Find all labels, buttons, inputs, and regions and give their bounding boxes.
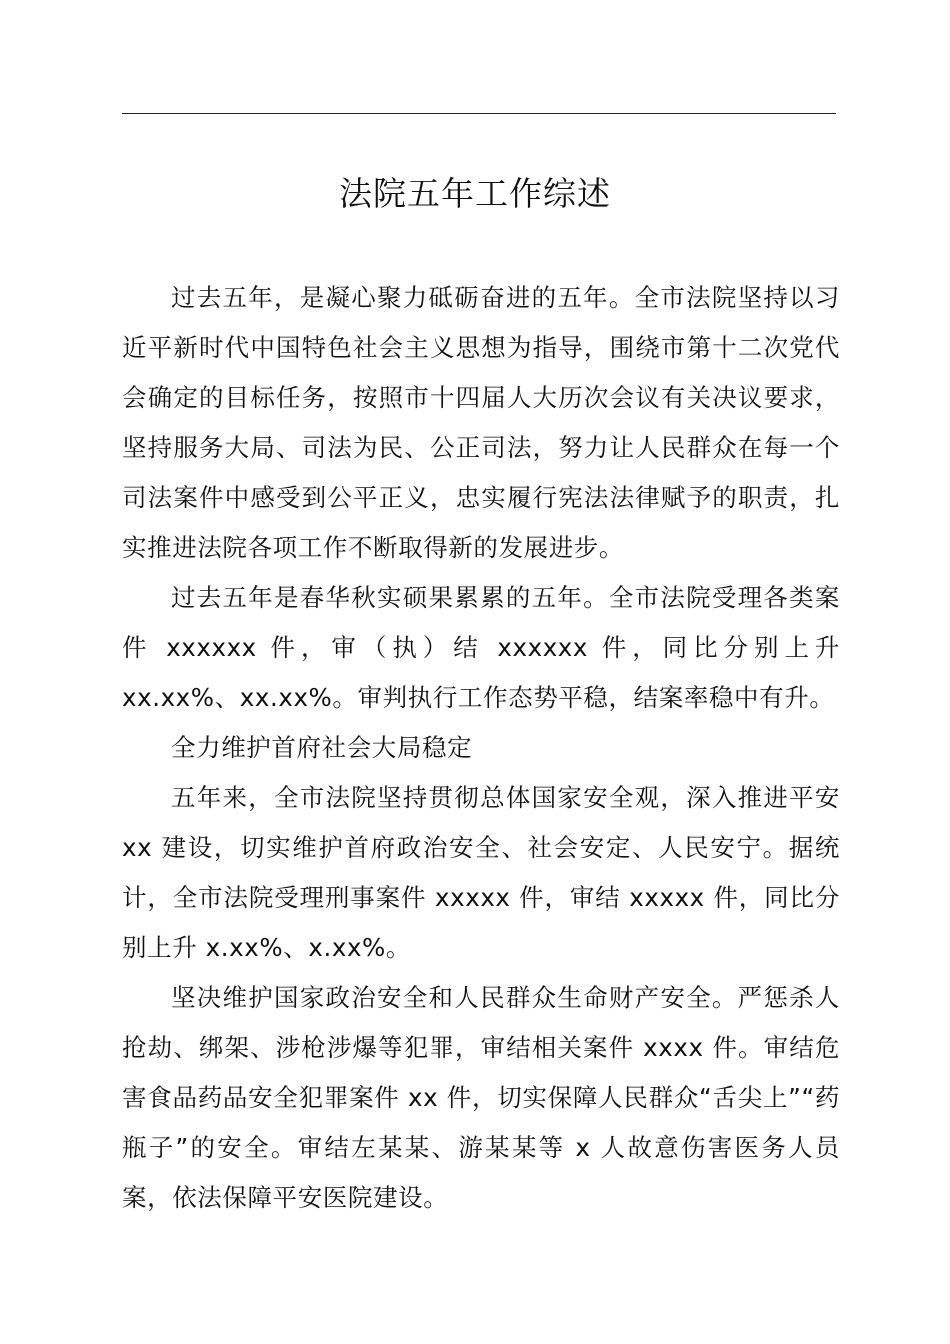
header-rule [122,113,836,114]
document-body [122,273,840,1223]
paragraph-case-statistics: 过去五年是春华秋实硕果累累的五年。全市法院受理各类案件 xxxxxx 件，审（执）结 xxxxxx 件，同比分别上升 xx.xx%、xx.xx%。审判执行工作态势平稳，结案率稳中有升。 [122,583,840,712]
section-heading: 全力维护首府社会大局稳定 [171,733,473,762]
paragraph-criminal-cases: 坚决维护国家政治安全和人民群众生命财产安全。严惩杀人抢劫、绑架、涉枪涉爆等犯罪，审结相关案件 xxxx 件。审结危害食品药品安全犯罪案件 xx 件，切实保障人民群众“舌尖上”“药瓶子”的安全。审结左某某、游某某等 x 人故意伤害医务人员案，依法保障平安医院建设。 [122,983,840,1212]
paragraph-national-security: 五年来，全市法院坚持贯彻总体国家安全观，深入推进平安 xx 建设，切实维护首府政治安全、社会安定、人民安宁。据统计，全市法院受理刑事案件 xxxxx 件，审结 xxxxx 件，同比分别上升 x.xx%、x.xx%。 [122,783,840,962]
paragraph-intro: 过去五年，是凝心聚力砥砺奋进的五年。全市法院坚持以习近平新时代中国特色社会主义思想为指导，围绕市第十二次党代会确定的目标任务，按照市十四届人大历次会议有关决议要求，坚持服务大局、司法为民、公正司法，努力让人民群众在每一个司法案件中感受到公平正义，忠实履行宪法法律赋予的职责，扎实推进法院各项工作不断取得新的发展进步。 [122,283,840,562]
document-title: 法院五年工作综述 [339,174,611,213]
